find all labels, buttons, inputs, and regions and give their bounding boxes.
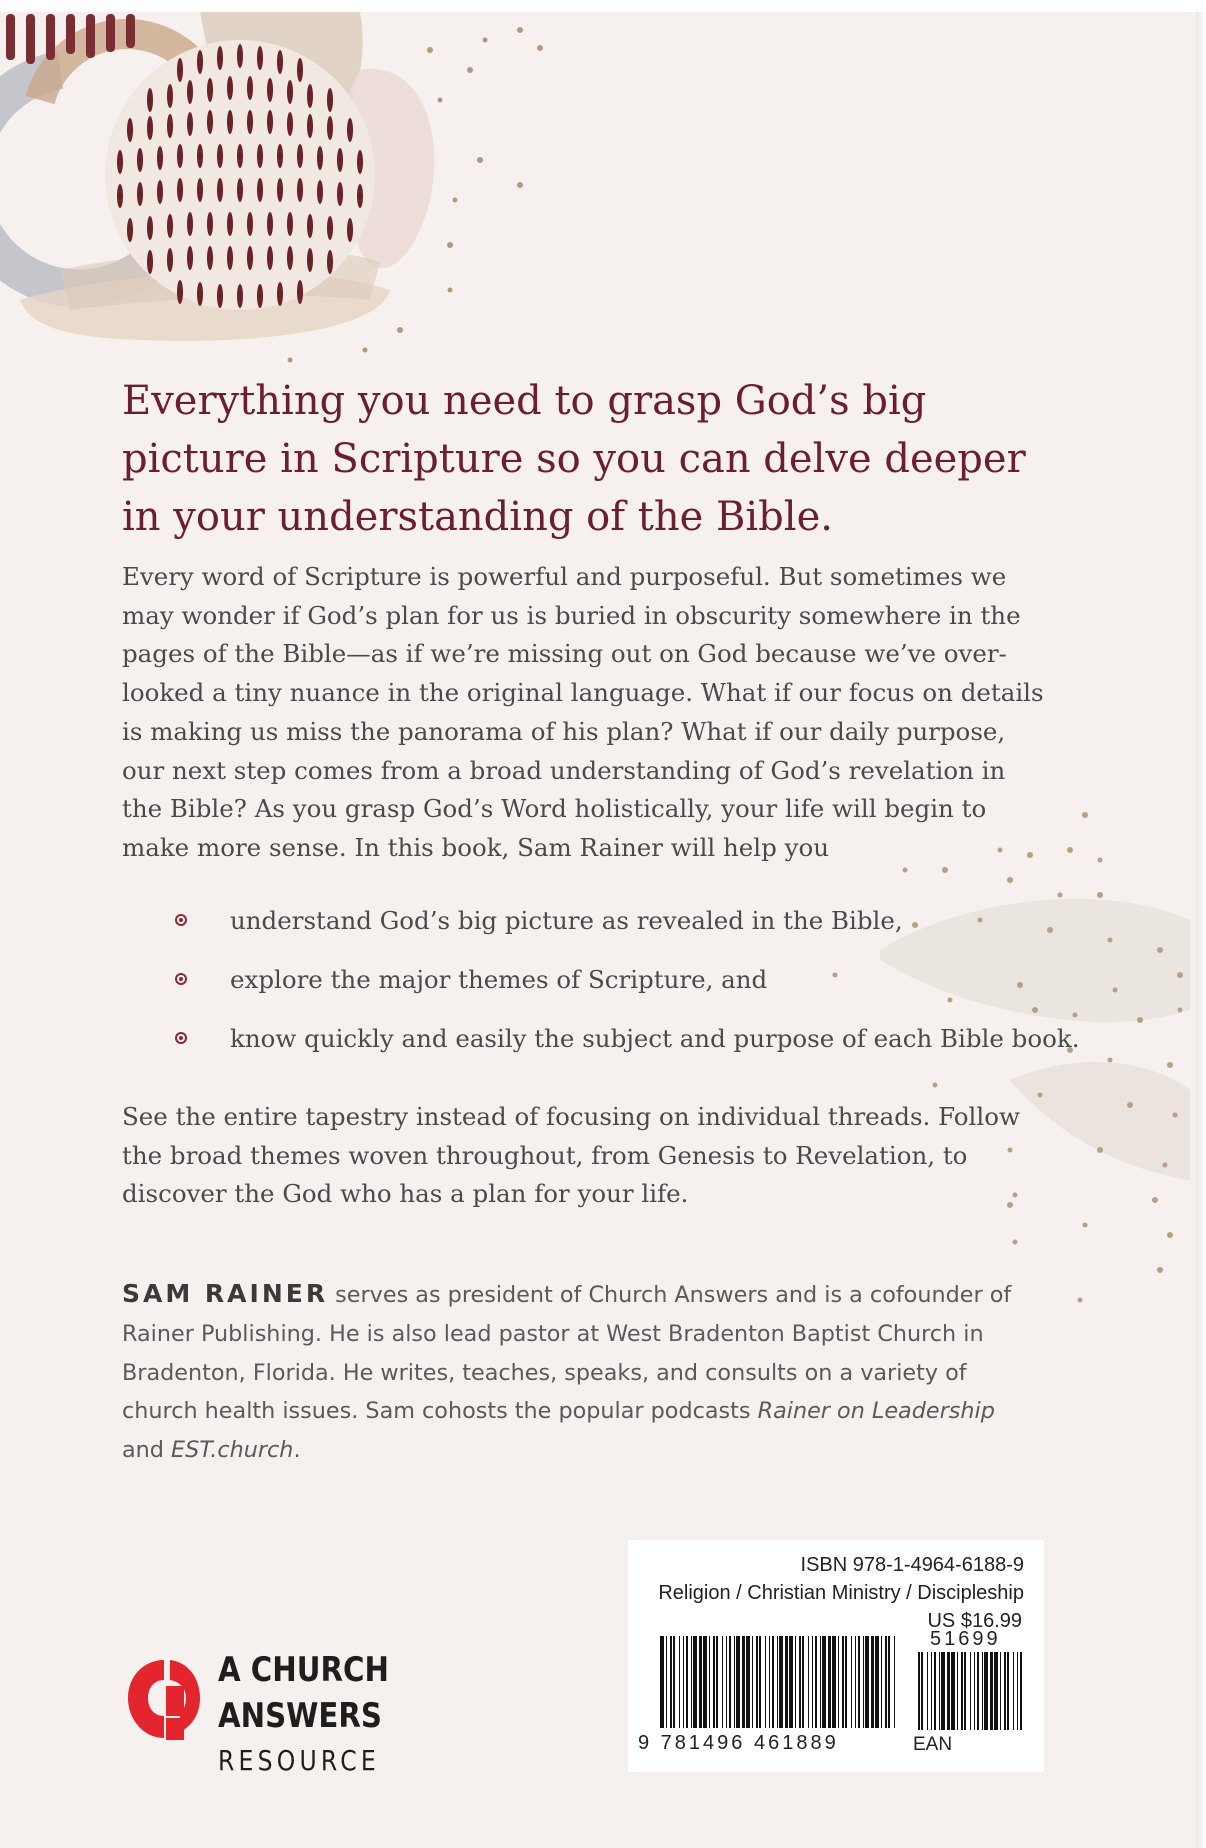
barcode-bar xyxy=(703,1636,707,1728)
barcode-bar xyxy=(759,1636,761,1728)
intro-paragraph: Every word of Scripture is powerful and purposeful. But sometimes we may wonder if God’s plan for us is buried in obscurity somewhere in the pages of the Bible—as if we’re missing out on God because we’ve over-looked a tiny nuance in the original language. What if our focus on details is making us miss the panorama of his plan? What if our daily purpose, our next step comes from a broad understanding of God’s revelation in the Bible? As you grasp God’s Word holistically, your life will begin to make more sense. In this book, Sam Rainer will help you xyxy=(122,562,1044,862)
barcode-bar xyxy=(746,1636,750,1728)
barcode-bar xyxy=(961,1652,963,1730)
ean-label: EAN xyxy=(913,1734,953,1755)
bullet-text: understand God’s big picture as revealed in the Bible, xyxy=(230,906,903,935)
author-name: SAM RAINER xyxy=(122,1279,329,1308)
barcode-bar xyxy=(815,1636,817,1728)
barcode-bar xyxy=(832,1636,836,1728)
barcode-bar xyxy=(699,1636,702,1728)
barcode-bar xyxy=(660,1636,664,1728)
barcode-bar xyxy=(974,1652,975,1730)
barcode-bar xyxy=(812,1636,813,1728)
barcode-bar xyxy=(894,1636,895,1728)
barcode-bar xyxy=(934,1652,936,1730)
barcode-bar xyxy=(822,1636,826,1728)
bullet-icon xyxy=(175,1032,187,1044)
barcode-bar xyxy=(951,1652,955,1730)
barcode-bar xyxy=(799,1636,801,1728)
barcode-bar xyxy=(777,1636,778,1728)
barcode-bar xyxy=(769,1636,770,1728)
bullet-icon xyxy=(175,914,187,926)
barcode-addon xyxy=(918,1652,1028,1732)
barcode-bar xyxy=(679,1636,680,1728)
barcode-bar xyxy=(802,1636,804,1728)
barcode-bar xyxy=(729,1636,731,1728)
barcode-bar xyxy=(795,1636,796,1728)
church-answers-logo-icon xyxy=(122,1656,206,1746)
barcode-bar xyxy=(1007,1652,1009,1730)
bullet-text: know quickly and easily the subject and purpose of each Bible book. xyxy=(230,1024,1080,1053)
list-item xyxy=(0,961,1206,1001)
barcode-bar xyxy=(726,1636,727,1728)
barcode-bar xyxy=(977,1652,979,1730)
barcode-bar xyxy=(970,1652,971,1730)
barcode-bar xyxy=(964,1652,966,1730)
barcode-bar xyxy=(918,1652,920,1730)
publisher-name-line: ANSWERS xyxy=(218,1696,382,1736)
price-label: US $16.99 xyxy=(927,1610,1022,1632)
podcast-title: EST.church xyxy=(171,1437,294,1464)
bio-text: . xyxy=(293,1437,301,1464)
barcode-bar xyxy=(863,1636,864,1728)
barcode-bar xyxy=(927,1652,928,1730)
barcode-bar xyxy=(742,1636,745,1728)
isbn-label: ISBN 978-1-4964-6188-9 xyxy=(800,1554,1024,1576)
barcode-bar xyxy=(865,1636,869,1728)
barcode-bar xyxy=(845,1636,847,1728)
barcode-bar xyxy=(709,1636,710,1728)
barcode-bar xyxy=(722,1636,723,1728)
barcode-bar xyxy=(765,1636,766,1728)
podcast-title: Rainer on Leadership xyxy=(757,1398,995,1425)
barcode-bar xyxy=(1013,1652,1014,1730)
publisher-name-line: RESOURCE xyxy=(218,1744,380,1777)
barcode-bar xyxy=(789,1636,793,1728)
closing-paragraph: See the entire tapestry instead of focusing on individual threads. Follow the broad themes woven throughout, from Genesis to Revelation, to discover the God who has a plan for your life. xyxy=(122,1102,1020,1209)
barcode-bar xyxy=(984,1652,988,1730)
barcode-bar xyxy=(713,1636,715,1728)
barcode-bar xyxy=(736,1636,740,1728)
headline: Everything you need to grasp God’s big picture in Scripture so you can delve deeper in your understanding of the Bible. xyxy=(122,378,1026,540)
barcode-bar xyxy=(855,1636,856,1728)
barcode-bar xyxy=(785,1636,788,1728)
barcode-bar xyxy=(756,1636,758,1728)
bullet-icon xyxy=(175,973,187,985)
barcode-bar xyxy=(939,1652,940,1730)
barcode-bar xyxy=(990,1652,993,1730)
publisher-name-line: A CHURCH xyxy=(218,1650,389,1690)
barcode-bar xyxy=(871,1636,874,1728)
author-bio xyxy=(122,1275,1042,1470)
barcode-bar xyxy=(1004,1652,1006,1730)
barcode-bar xyxy=(885,1636,887,1728)
barcode-bar xyxy=(734,1636,735,1728)
barcode-bar xyxy=(716,1636,718,1728)
barcode-bar xyxy=(1000,1652,1001,1730)
list-item xyxy=(0,1020,1206,1060)
barcode-bar xyxy=(858,1636,860,1728)
category-label: Religion / Christian Ministry / Discipleship xyxy=(658,1582,1024,1604)
barcode-panel xyxy=(628,1540,1044,1772)
publisher-logo xyxy=(120,1650,400,1780)
barcode-bar xyxy=(1020,1652,1022,1730)
barcode-bar xyxy=(842,1636,844,1728)
barcode-bar xyxy=(683,1636,684,1728)
barcode-bar xyxy=(941,1652,945,1730)
barcode-bar xyxy=(828,1636,831,1728)
barcode-bar xyxy=(1017,1652,1018,1730)
price-code: 51699 xyxy=(930,1628,1001,1650)
barcode-bar xyxy=(838,1636,839,1728)
bio-text: and xyxy=(122,1437,172,1464)
barcode-bar xyxy=(808,1636,809,1728)
ean-digits: 9 781496 461889 xyxy=(638,1732,839,1754)
barcode-bar xyxy=(673,1636,675,1728)
barcode-main xyxy=(660,1636,900,1732)
barcode-bar xyxy=(772,1636,774,1728)
barcode-bar xyxy=(994,1652,998,1730)
barcode-bar xyxy=(691,1636,692,1728)
barcode-bar xyxy=(686,1636,688,1728)
barcode-bar xyxy=(666,1636,667,1728)
barcode-bar xyxy=(851,1636,852,1728)
barcode-bar xyxy=(752,1636,753,1728)
bullet-text: explore the major themes of Scripture, and xyxy=(230,965,768,994)
barcode-bar xyxy=(957,1652,958,1730)
barcode-bar xyxy=(875,1636,879,1728)
barcode-bar xyxy=(888,1636,890,1728)
barcode-bar xyxy=(982,1652,983,1730)
barcode-bar xyxy=(921,1652,923,1730)
list-item xyxy=(0,902,1206,942)
bio-text: serves as president of Church Answers and is a cofounder of Rainer Publishing. He is also lead pastor at West Bradenton Baptist Church in Bradenton, Florida. He writes, teaches, speaks, and consults on a variety of church health issues. Sam cohosts the popular podcasts xyxy=(122,1282,1012,1425)
barcode-bar xyxy=(947,1652,950,1730)
barcode-bar xyxy=(931,1652,932,1730)
barcode-bar xyxy=(779,1636,783,1728)
barcode-bar xyxy=(670,1636,672,1728)
barcode-bar xyxy=(881,1636,882,1728)
barcode-bar xyxy=(693,1636,697,1728)
barcode-bar xyxy=(820,1636,821,1728)
